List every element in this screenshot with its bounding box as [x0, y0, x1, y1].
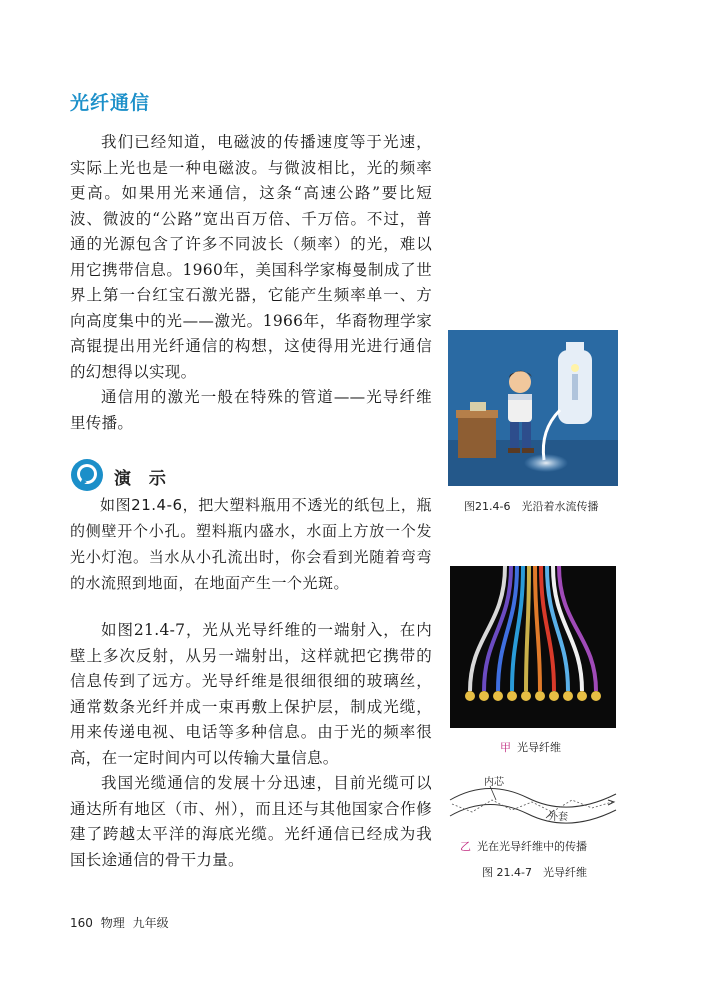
grade-label: 九年级: [132, 916, 169, 930]
page-footer: [70, 914, 169, 931]
intro-text: [70, 130, 432, 436]
fiber-glow: [479, 691, 489, 701]
optical-fiber-photo: [450, 566, 616, 728]
paragraph: 我们已经知道，电磁波的传播速度等于光速，实际上光也是一种电磁波。与微波相比，光的频率更高。如果用光来通信，这条“高速公路”要比短波、微波的“公路”宽出百万倍、千万倍。不过，普通的光源包含了许多不同波长（频率）的光，难以用它携带信息。1960年，美国科学家梅曼制成了世界上第一台红宝石激光器，它能产生频率单一、方向高度集中的光——激光。1966年，华裔物理学家高锟提出用光纤通信的构想，这使得用光进行通信的幻想得以实现。: [70, 133, 432, 381]
paragraph: 通信用的激光一般在特殊的管道——光导纤维里传播。: [70, 388, 432, 432]
fiber-glow: [535, 691, 545, 701]
figure-caption: [500, 739, 561, 755]
optical-fiber-bundle: [450, 566, 616, 728]
fiber-glow: [465, 691, 475, 701]
paragraph: 我国光缆通信的发展十分迅速，目前光缆可以通达所有地区（市、州），而且还与其他国家合作修建了跨越太平洋的海底光缆。光纤通信已经成为我国长途通信的骨干力量。: [70, 774, 432, 869]
fiber-strand: [535, 566, 540, 691]
figure-caption-text: 光在光导纤维中的传播: [477, 840, 587, 853]
fiber-strand: [526, 566, 529, 691]
figure-mark: 甲: [500, 741, 511, 754]
fiber-glow: [493, 691, 503, 701]
demo-title: 演 示: [114, 469, 172, 489]
paragraph: 如图21.4-6，把大塑料瓶用不透光的纸包上，瓶的侧壁开个小孔。塑料瓶内盛水，水面上方放一个发光小灯泡。当水从小孔流出时，你会看到光随着弯弯的水流照到地面，在地面产生一个光斑。: [70, 496, 432, 592]
figure-mark: 乙: [460, 840, 471, 853]
subject-label: 物理: [100, 916, 125, 930]
body-text-2: [70, 618, 432, 873]
section-title: 光纤通信: [70, 92, 151, 114]
fiber-diagram-svg: [448, 770, 618, 832]
figure-caption: 图21.4-6 光沿着水流传播: [464, 500, 599, 513]
fiber-glow: [549, 691, 559, 701]
fiber-glow: [577, 691, 587, 701]
fiber-glow: [507, 691, 517, 701]
demo-heading: [70, 458, 270, 492]
water-light-figure: [448, 330, 618, 486]
figure-caption: [460, 838, 587, 854]
demo-speech-icon: [70, 458, 104, 492]
figure-caption-text: 光导纤维: [517, 741, 561, 754]
cladding-label: 外套: [548, 812, 568, 823]
figure-caption: 图 21.4-7 光导纤维: [482, 866, 587, 879]
fiber-glow: [521, 691, 531, 701]
page-number: 160: [70, 916, 93, 930]
fiber-glow: [591, 691, 601, 701]
demo-text: [70, 492, 432, 596]
paragraph: 如图21.4-7，光从光导纤维的一端射入，在内壁上多次反射，从另一端射出，这样就把它携带的信息传到了远方。光导纤维是很细很细的玻璃丝，通常数条光纤并成一束再敷上保护层，制成光缆，用来传递电视、电话等多种信息。由于光的频率很高，在一定时间内可以传输大量信息。: [70, 621, 432, 767]
core-label: 内芯: [484, 777, 504, 788]
fiber-glow: [563, 691, 573, 701]
fiber-propagation-diagram: [448, 770, 618, 832]
water-light-illustration: [448, 330, 618, 486]
